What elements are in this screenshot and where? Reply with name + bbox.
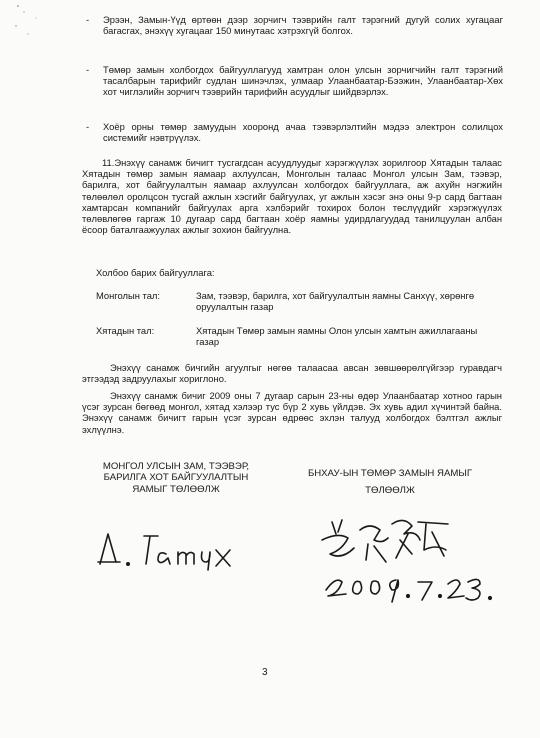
signatory-left-line: БАРИЛГА ХОТ БАЙГУУЛАЛТЫН (103, 472, 249, 484)
bullet-item-3 (86, 121, 503, 144)
contacts-title: Холбоо барих байгууллага: (96, 267, 215, 278)
signatory-right-line: ТӨЛӨӨЛЖ (365, 485, 415, 497)
bullet-marker: - (86, 64, 90, 75)
bullet-marker: - (86, 14, 90, 25)
paragraph-signing: Энэхүү санамж бичиг 2009 оны 7 дугаар сарын 23-ны өдөр Улаанбаатар хотноо гарын үсэг зурсан бөгөөд монгол, хятад хэлээр тус бүр 2 хувь үйлдэв. Эх хувь адил хүчинтэй байна. Энэхүү санамж бичигт гарын үсэг зурсан өдрөөс эхлэн талууд холбогдох бэлтгэл ажлыг эхлүүлнэ. (82, 390, 502, 435)
contact-value-mongolia: Зам, тээвэр, барилга, хот байгуулалтын яамны Санхүү, хөрөнгө оруулалтын газар (196, 290, 475, 313)
signatory-left-title (84, 461, 268, 495)
bullet-text: Эрээн, Замын-Үүд өртөөн дээр зорчигч тээврийн галт тэрэгний дугуй солих хугацааг багасгах, энэхүү хугацааг 150 минутаас хэтрэхгүй болгох. (103, 14, 503, 37)
scan-specks (14, 4, 54, 44)
bullet-item-1 (86, 14, 503, 37)
signatory-left-line: ЯАМЫГ ТӨЛӨӨЛЖ (132, 483, 220, 495)
signatory-right-title (300, 468, 480, 497)
contact-value-china: Хятадын Төмөр замын яамны Олон улсын хамтын ажиллагааны газар (196, 325, 478, 348)
contact-label-china: Хятадын тал: (96, 325, 155, 336)
signatory-left-line: МОНГОЛ УЛСЫН ЗАМ, ТЭЭВЭР, (102, 461, 250, 472)
bullet-text: Хоёр орны төмөр замуудын хооронд ачаа тээвэрлэлтийн мэдээ электрон солилцох системийг нэвтрүүлэх. (103, 121, 503, 144)
page-number: 3 (262, 667, 268, 678)
bullet-item-2 (86, 64, 503, 98)
left-signature-image (86, 528, 246, 588)
right-signature-image (308, 510, 498, 605)
contact-label-mongolia: Монголын тал: (96, 290, 160, 301)
paragraph-11: 11.Энэхүү санамж бичигт тусгагдсан асуудлуудыг хэрэгжүүлэх зорилгоор Хятадын талаас Хятадын төмөр замын яамаар ахлуулсан, Монголын талаас Монгол улсын Зам, тээвэр, барилга, хот байгуулалтын яамаар ахлуулсан холбогдох байгууллага, аж ахуйн нэгжийн төлөөлөл оролцсон тусгай ажлын хэсгийг байгуулах, уг ажлын хэсэг энэ оны 9-р сард багтаан хамтарсан компанийг байгуулах арга хэлбэрийг тохирох болон төслүүдийг хэрэгжүүлэх төлөвлөгөө гаргаж 10 дугаар сард багтаан хоёр яамны удирдлагуудад танилцуулан албан ёсоор баталгаажуулах ажлыг зохион байгуулна. (82, 157, 502, 236)
bullet-marker: - (86, 121, 90, 132)
bullet-text: Төмөр замын холбогдох байгууллагууд хамтран олон улсын зорчигчийн галт тэрэгний тасалбарын тарифийг судлан шинэчлэх, улмаар Улаанбаатар-Бээжин, Улаанбаатар-Хөх хот чиглэлийн зорчигч тээврийн тарифийн асуудлыг шийдвэрлэх. (103, 64, 503, 98)
paragraph-confidentiality: Энэхүү санамж бичгийн агуулгыг нөгөө талаасаа авсан зөвшөөрөлгүйгээр гуравдагч этгээдэд задруулахыг хориглоно. (82, 362, 502, 385)
signatory-right-line: БНХАУ-ЫН ТӨМӨР ЗАМЫН ЯАМЫГ (307, 468, 473, 479)
